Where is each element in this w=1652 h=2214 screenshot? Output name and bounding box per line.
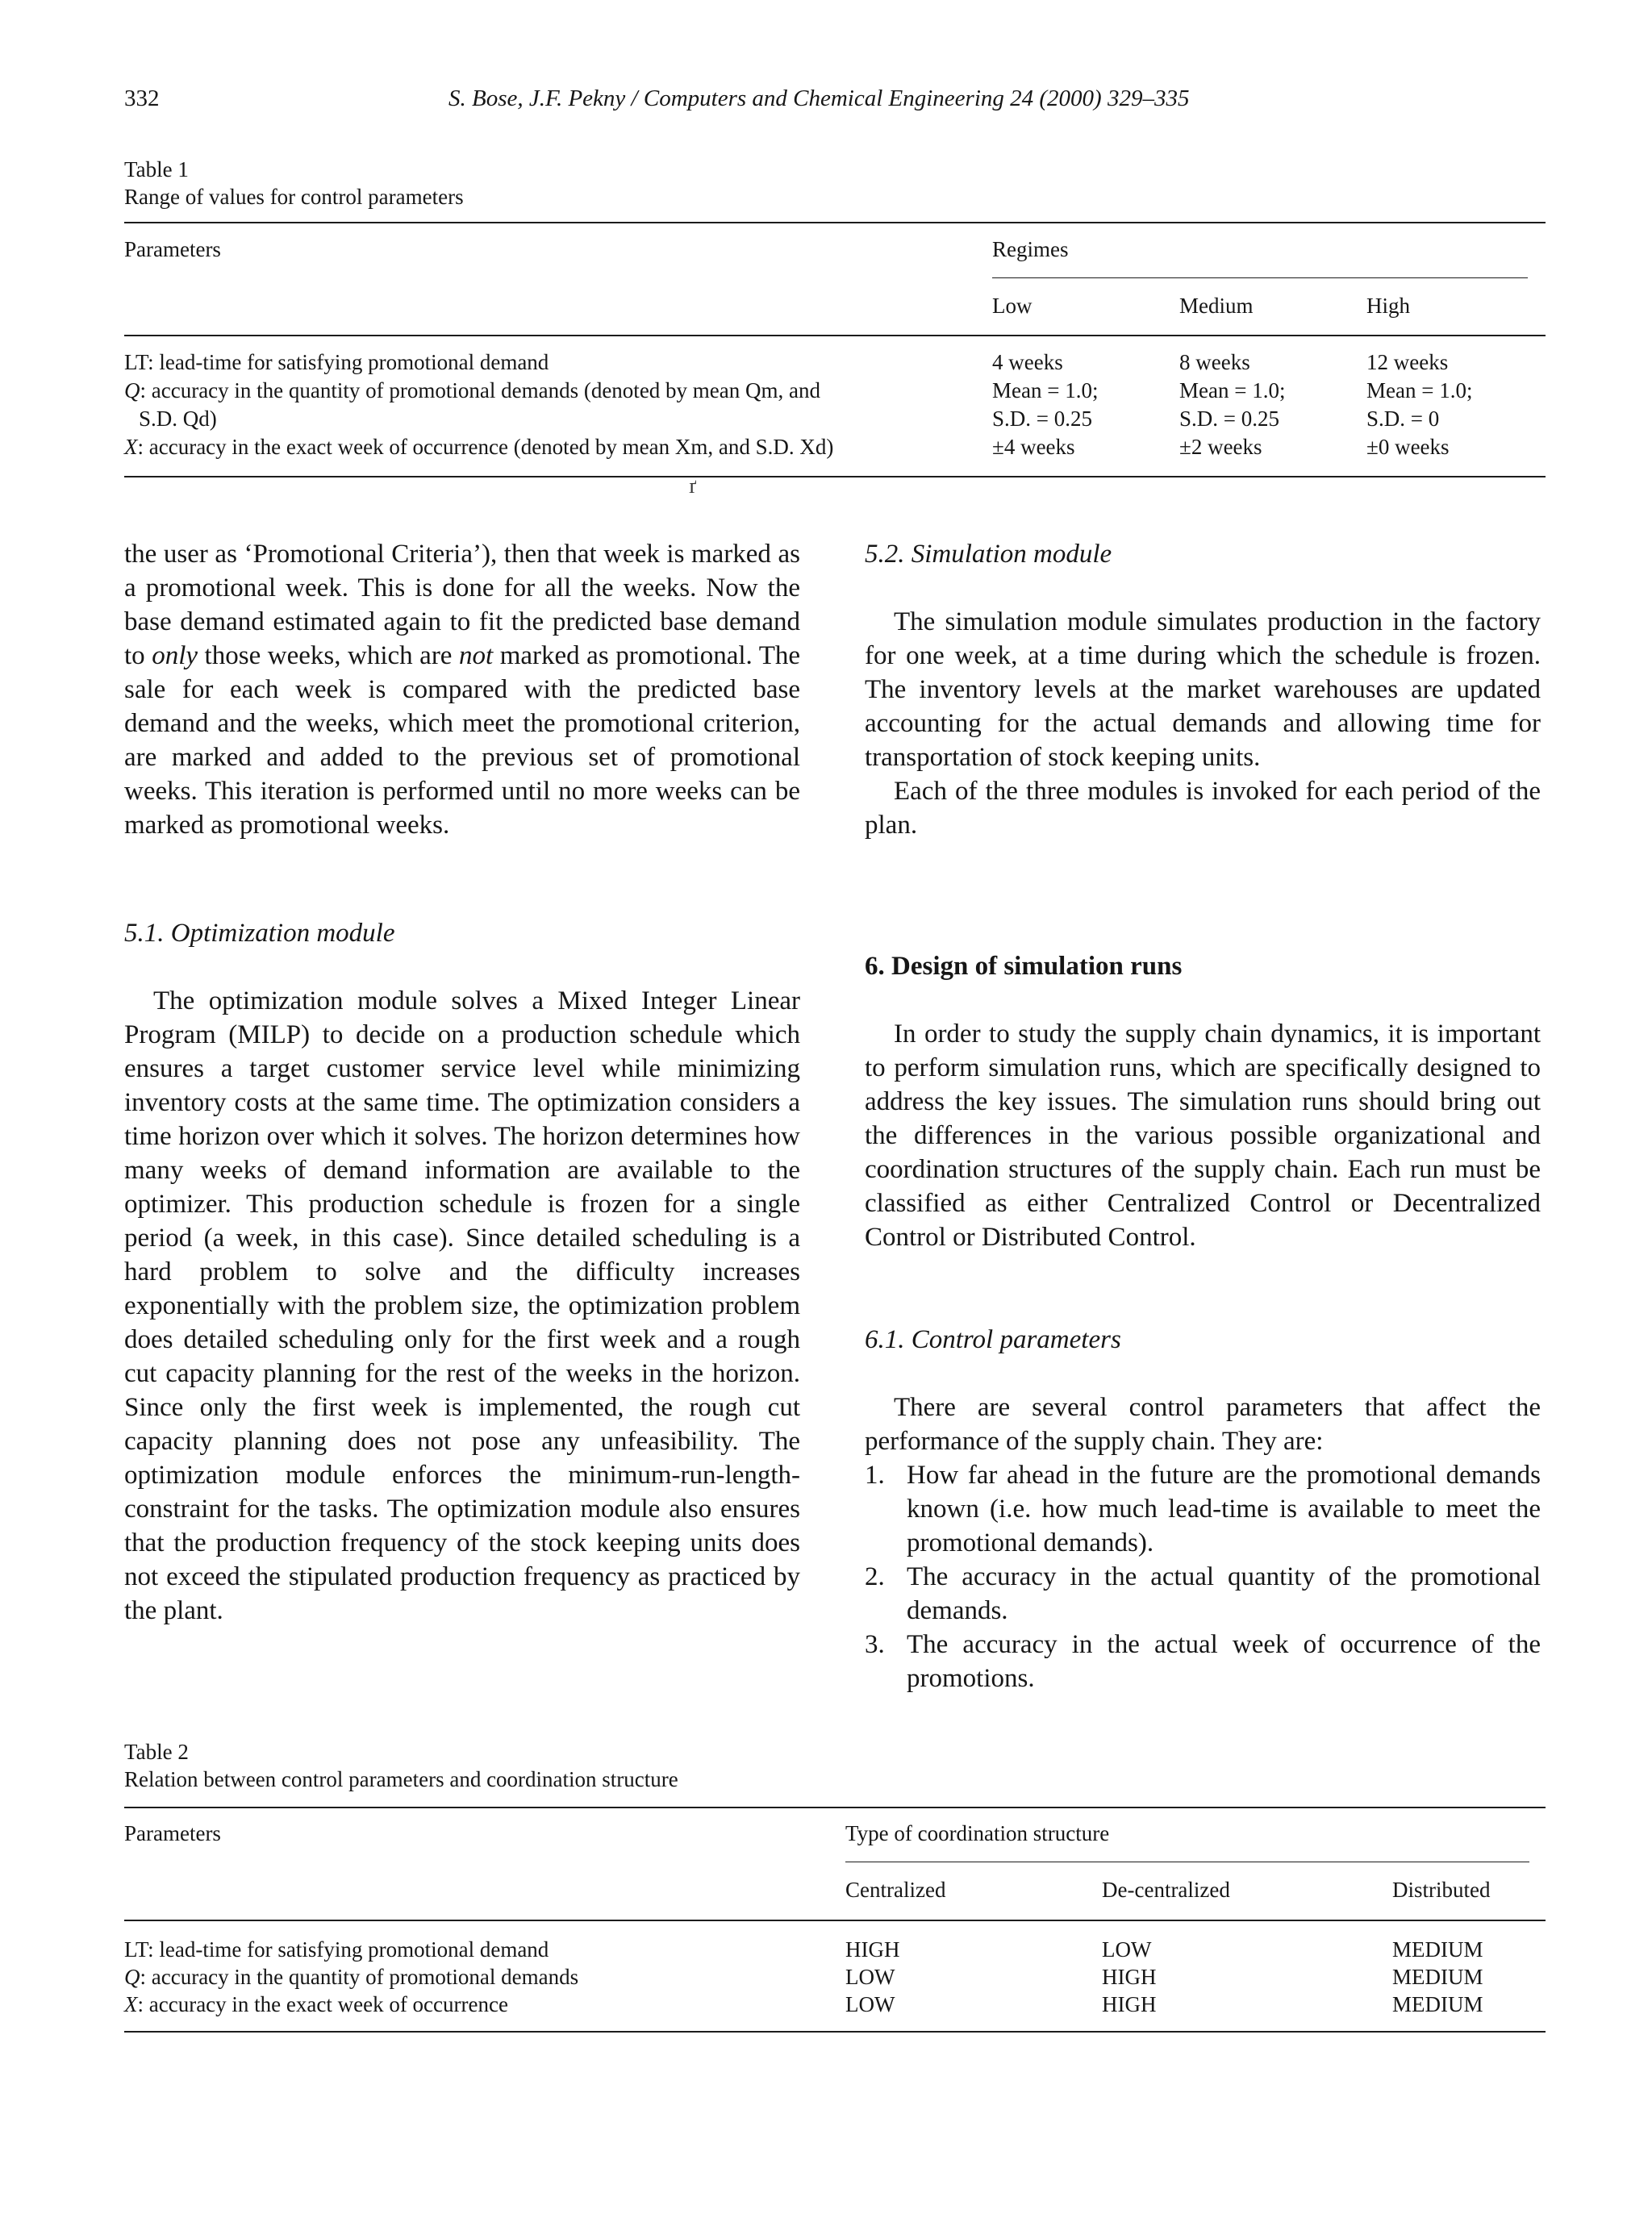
table1-top-rule xyxy=(124,222,1546,223)
table2-row-lt-centralized: HIGH xyxy=(845,1937,900,1962)
table2-header-parameters: Parameters xyxy=(124,1821,221,1845)
left-column-paragraph-1: the user as ‘Promotional Criteria’), then that week is marked as a promotional week. This is done for all the weeks. Now the base demand estimated again to fit the predicted base demand to only those weeks, which are not marked as promotional. The sale for each week is compared with the predicted base demand and the weeks, which meet the promotional criterion, are marked and added to the previous set of promotional weeks. This iteration is performed until no more weeks can be marked as promotional weeks. xyxy=(124,540,801,840)
section-5-2-title: 5.2. Simulation module xyxy=(865,540,1112,569)
table1-row-q-param-cont: S.D. Qd) xyxy=(139,407,217,431)
section-6-1-intro: There are several control parameters that affect the performance of the supply chain. They are: xyxy=(865,1393,1541,1456)
table1-row-q-medium: Mean = 1.0; xyxy=(1179,378,1286,402)
section-6-title: 6. Design of simulation runs xyxy=(865,952,1183,981)
table2-header-rule xyxy=(124,1920,1546,1921)
table2-header-centralized: Centralized xyxy=(845,1878,946,1902)
section-5-1-title: 5.1. Optimization module xyxy=(124,919,395,948)
table1-row-lt-low: 4 weeks xyxy=(992,350,1063,374)
table1-header-rule xyxy=(124,335,1546,336)
table2-row-lt-decentralized: LOW xyxy=(1102,1937,1152,1962)
table2-row-q-decentralized: HIGH xyxy=(1102,1965,1157,1989)
table2-caption: Relation between control parameters and coordination structure xyxy=(124,1767,678,1791)
table2-header-decentralized: De-centralized xyxy=(1102,1878,1230,1902)
table1-row-q-low-sd: S.D. = 0.25 xyxy=(992,407,1092,431)
table2-header-type: Type of coordination structure xyxy=(845,1821,1110,1845)
section-5-1-body: The optimization module solves a Mixed Integer Linear Program (MILP) to decide on a production schedule which ensures a target customer service level while minimizing inventory costs at the same time. The optimization considers a time horizon over which it solves. The horizon determines how many weeks of demand information are available to the optimizer. This production schedule is frozen for a single period (a week, in this case). Since detailed scheduling is a hard problem to solve and the difficulty increases exponentially with the problem size, the optimization problem does detailed scheduling only for the first week and a rough cut capacity planning for the rest of the weeks in the horizon. Since only the first week is implemented, the rough cut capacity planning does not pose any unfeasibility. The optimization module enforces the minimum-run-length- constraint for the tasks. The optimization module also ensures that the production frequency of the stock keeping units does not exceed the stipulated production frequency as practiced by the plant. xyxy=(124,986,800,1625)
table2-row-q-distributed: MEDIUM xyxy=(1392,1965,1483,1989)
table1-header-high: High xyxy=(1366,294,1410,318)
table1-row-lt-medium: 8 weeks xyxy=(1179,350,1250,374)
section-6-body: In order to study the supply chain dynamics, it is important to perform simulation runs, which are specifically designed to address the key issues. The simulation runs should bring out the differences in the various possible organizational and coordination structures of the supply chain. Each run must be classified as either Centralized Control or Decentralized Control or Distributed Control. xyxy=(865,1019,1541,1252)
table1-label: Table 1 xyxy=(124,157,189,181)
table1-header-medium: Medium xyxy=(1179,294,1254,318)
table2-row-x-centralized: LOW xyxy=(845,1992,895,2016)
table1-row-x-high: ±0 weeks xyxy=(1366,435,1450,459)
page-number: 332 xyxy=(124,85,160,111)
table2-row-q-param: Q: accuracy in the quantity of promotional demands xyxy=(124,1965,579,1989)
table1-header-regimes: Regimes xyxy=(992,237,1069,261)
table1-row-q-param: Q: accuracy in the quantity of promotional demands (denoted by mean Qm, and xyxy=(124,378,820,402)
table2-row-x-decentralized: HIGH xyxy=(1102,1992,1157,2016)
table2-header-distributed: Distributed xyxy=(1392,1878,1491,1902)
table1-row-q-high-sd: S.D. = 0 xyxy=(1366,407,1440,431)
list-item: 2. The accuracy in the actual quantity of the promotional demands. xyxy=(865,1562,1541,1625)
table1-group-rule xyxy=(992,277,1528,278)
table2-row-q-centralized: LOW xyxy=(845,1965,895,1989)
table2-label: Table 2 xyxy=(124,1740,189,1764)
table2-bottom-rule xyxy=(124,2031,1546,2033)
section-5-2-body: The simulation module simulates production in the factory for one week, at a time during which the schedule is frozen. The inventory levels at the market warehouses are updated accounting for the actual demands and allowing time for transportation of stock keeping units. Each of the three modules is invoked for each period of the plan. xyxy=(865,607,1541,840)
table2-top-rule xyxy=(124,1807,1546,1808)
section-6-1-title: 6.1. Control parameters xyxy=(865,1325,1121,1354)
table1-row-x-low: ±4 weeks xyxy=(992,435,1075,459)
table1-bottom-rule xyxy=(124,476,1546,477)
list-item: 3. The accuracy in the actual week of occurrence of the promotions. xyxy=(865,1630,1541,1693)
table1-row-x-medium: ±2 weeks xyxy=(1179,435,1262,459)
table1-row-lt-high: 12 weeks xyxy=(1366,350,1449,374)
table1-row-q-low: Mean = 1.0; xyxy=(992,378,1099,402)
table1-row-q-medium-sd: S.D. = 0.25 xyxy=(1179,407,1279,431)
table2-row-x-distributed: MEDIUM xyxy=(1392,1992,1483,2016)
list-item: 1. How far ahead in the future are the promotional demands known (i.e. how much lead-time is available to meet the promotional demands). xyxy=(865,1461,1541,1557)
table2-row-lt-distributed: MEDIUM xyxy=(1392,1937,1483,1962)
table1-header-parameters: Parameters xyxy=(124,237,221,261)
control-parameter-list xyxy=(865,1458,1541,1695)
stray-ink-mark: ґ xyxy=(689,474,697,498)
table1-row-x-param: X: accuracy in the exact week of occurrence (denoted by mean Xm, and S.D. Xd) xyxy=(124,435,834,459)
table2-row-lt-param: LT: lead-time for satisfying promotional demand xyxy=(124,1937,549,1962)
table1-header-low: Low xyxy=(992,294,1032,318)
table1-row-q-high: Mean = 1.0; xyxy=(1366,378,1473,402)
table1-caption: Range of values for control parameters xyxy=(124,185,464,209)
table1-row-lt-param: LT: lead-time for satisfying promotional demand xyxy=(124,350,549,374)
running-title: S. Bose, J.F. Pekny / Computers and Chemical Engineering 24 (2000) 329–335 xyxy=(448,85,1190,111)
table2-row-x-param: X: accuracy in the exact week of occurrence xyxy=(124,1992,508,2016)
